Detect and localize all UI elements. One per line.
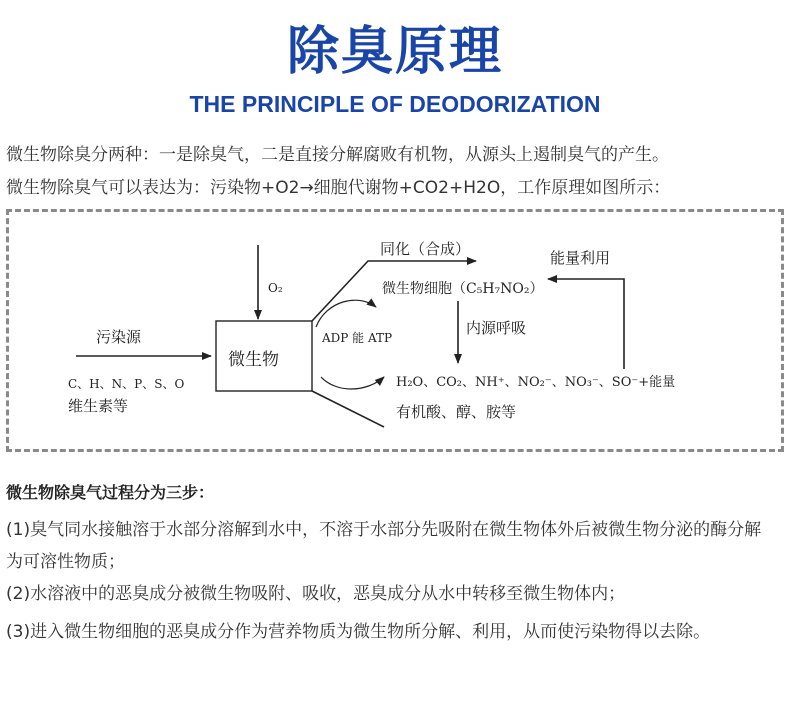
cell-label: 微生物细胞（C₅H₇NO₂） (382, 281, 544, 297)
page-title: 除臭原理 (286, 22, 503, 82)
step-2: (2)水溶液中的恶臭成分被微生物吸附、吸收，恶臭成分从水中转移至微生物体内； (6, 584, 626, 604)
elements-label: C、H、N、P、S、O (68, 377, 185, 391)
energy-use-label: 能量利用 (550, 249, 611, 267)
assimilation-label: 同化（合成） (380, 240, 471, 258)
vitamins-label: 维生素等 (68, 397, 129, 415)
steps-heading: 微生物除臭气过程分为三步： (6, 483, 215, 502)
products-label: H₂O、CO₂、NH⁺、NO₂⁻、NO₃⁻、SO⁻+能量 (396, 375, 676, 390)
step-1: (1)臭气同水接触溶于水部分溶解到水中，不溶于水部分先吸附在微生物体外后被微生物分泌的酶分解为可溶性物质； (6, 520, 762, 572)
intro-line-2: 微生物除臭气可以表达为：污染物+O2→细胞代谢物+CO2+H2O，工作原理如图所示： (6, 178, 671, 198)
endogenous-label: 内源呼吸 (466, 319, 527, 337)
deodorization-diagram (6, 209, 786, 454)
pollutant-source-label: 污染源 (96, 328, 142, 346)
organics-label: 有机酸、醇、胺等 (396, 403, 517, 421)
energy-use-arrow (548, 279, 624, 369)
microbe-label: 微生物 (228, 350, 279, 370)
decomposition-line (312, 391, 384, 427)
adp-atp-label: ADP 能 ATP (322, 331, 393, 345)
adp-atp-curve-lower (321, 377, 384, 389)
step-3: (3)进入微生物细胞的恶臭成分作为营养物质为微生物所分解、利用，从而使污染物得以去除。 (6, 622, 711, 642)
intro-line-1: 微生物除臭分两种：一是除臭气，二是直接分解腐败有机物，从源头上遏制臭气的产生。 (6, 145, 669, 165)
adp-atp-curve (316, 300, 376, 327)
o2-label: O₂ (268, 281, 283, 295)
page-subtitle: THE PRINCIPLE OF DEODORIZATION (189, 91, 601, 117)
